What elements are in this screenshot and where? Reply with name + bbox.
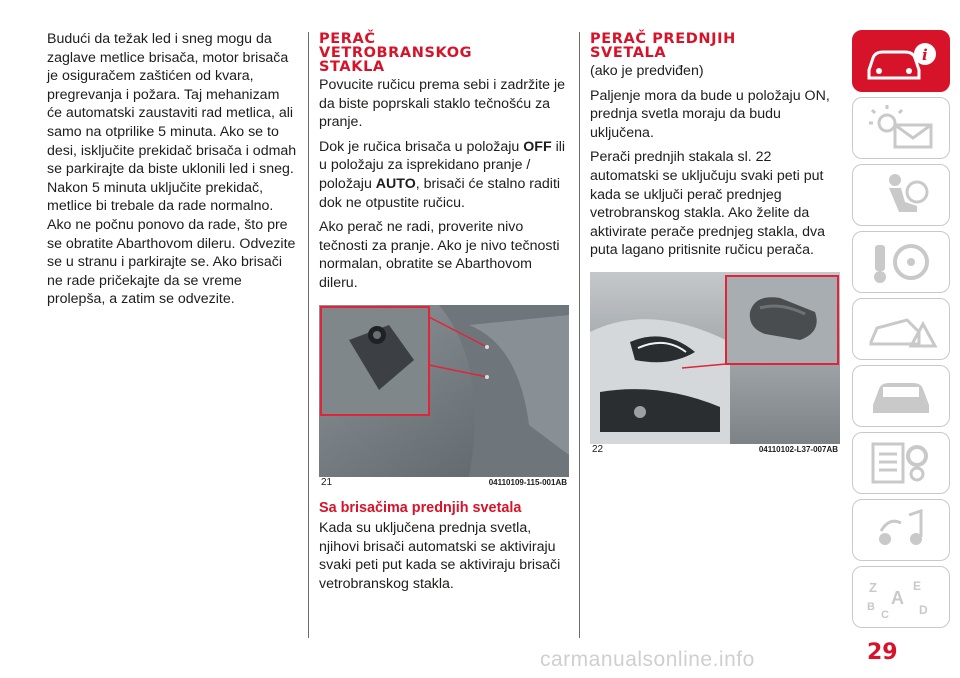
svg-text:i: i <box>922 46 928 64</box>
figure-code: 04110102-L37-007AB <box>758 445 838 455</box>
page-number: 29 <box>867 640 898 665</box>
column-divider <box>308 32 309 638</box>
paragraph: Ako perač ne radi, proverite nivo tečnosti za pranje. Ako je nivo tečnosti normalan, obratite se Abarthovom dileru. <box>319 219 560 291</box>
warning-lights-icon <box>861 105 941 151</box>
subheading-headlight-wipers: Sa brisačima prednjih svetala <box>319 499 522 516</box>
section-heading-headlight-washer <box>590 32 840 60</box>
column-middle <box>319 30 569 600</box>
svg-text:E: E <box>913 579 922 593</box>
section-heading-windshield-washer <box>319 32 569 74</box>
headlight-washer-photo <box>590 272 840 462</box>
paragraph: Perači prednjih stakala sl. 22 automatski se uključuju svaki peti put kada se uključi perač prednjeg vetrobranskog stakla. Ako želite da aktivirate perače prednjeg stakla, dva puta lagano pritisnite ručicu perača. <box>590 149 826 259</box>
paragraph: Povucite ručicu prema sebi i zadržite je da biste poprskali staklo tečnošću za pranje. <box>319 77 566 131</box>
heading-line: PERAČ <box>319 31 376 47</box>
paragraph: Kada su uključena prednja svetla, njihovi brisači automatski se aktiviraju svaki peti put kada se aktiviraju brisači vetrobranskog stakla. <box>319 520 561 592</box>
heading-line: PERAČ PREDNJIH <box>590 31 736 47</box>
figure-code: 04110109-115-001AB <box>488 477 567 487</box>
chapter-tabs <box>852 30 952 633</box>
keyword-auto: AUTO <box>375 175 416 192</box>
paragraph: Paljenje mora da bude u položaju ON, prednja svetla moraju da budu uključena. <box>590 87 830 141</box>
key-steering-wheel-icon <box>861 239 941 285</box>
svg-text:A: A <box>891 588 904 608</box>
heading-line: VETROBRANSKOG <box>319 45 473 61</box>
figure-number: 21 <box>321 476 333 488</box>
tab-technical-data[interactable] <box>852 432 950 494</box>
multimedia-icon <box>861 507 941 553</box>
watermark: carmanualsonline.info <box>540 648 755 671</box>
column-left <box>47 30 297 315</box>
car-service-icon <box>861 373 941 419</box>
figure-22-headlight-washer <box>590 272 840 462</box>
heading-line: SVETALA <box>590 45 667 61</box>
column-divider <box>579 32 580 638</box>
svg-text:Z: Z <box>869 580 877 595</box>
svg-text:C: C <box>881 609 889 620</box>
svg-text:B: B <box>867 601 875 613</box>
column-right <box>590 30 840 466</box>
paragraph <box>319 138 569 212</box>
text-run: , brisači će stalno raditi dok ne otpustite ručicu. <box>319 175 561 211</box>
car-breakdown-icon <box>861 306 941 352</box>
tab-multimedia[interactable] <box>852 499 950 561</box>
tab-car-info[interactable] <box>852 30 950 92</box>
heading-line: STAKLA <box>319 59 385 75</box>
car-info-icon <box>861 38 941 84</box>
figure-number: 22 <box>592 444 604 456</box>
tab-in-emergency[interactable] <box>852 298 950 360</box>
svg-text:D: D <box>919 603 928 617</box>
tab-starting-driving[interactable] <box>852 231 950 293</box>
tab-safety[interactable] <box>852 164 950 226</box>
tab-warning-lights[interactable] <box>852 97 950 159</box>
tab-index[interactable] <box>852 566 950 628</box>
text-run: ili u položaju za isprekidano pranje / položaju <box>319 138 566 192</box>
figure-21-washer-nozzle <box>319 305 569 495</box>
note-optional: (ako je predviđen) <box>590 63 704 79</box>
alphabetical-index-icon <box>861 574 941 620</box>
text-run: Dok je ručica brisača u položaju <box>319 138 524 155</box>
tab-servicing[interactable] <box>852 365 950 427</box>
keyword-off: OFF <box>523 138 552 155</box>
washer-nozzle-photo <box>319 305 569 495</box>
tech-data-icon <box>861 440 941 486</box>
airbag-seat-icon <box>861 172 941 218</box>
paragraph-wiper-protection: Budući da težak led i sneg mogu da zaglave metlice brisača, motor brisača je osiguračem zaštićen od kvara, pregrevanja i požara. Taj mehanizam će automatski zaustaviti rad metlica, ali samo na otprilike 5 minuta. Ako se to desi, isključite prekidač brisača i odmah se parkirajte da biste uklonili led i sneg. Nakon 5 minuta uključite prekidač, metlice bi trebale da rade normalno. Ako ne počnu ponovo da rade, što pre se obratite Abarthovom dileru. Odvezite se u stranu i parkirajte se. Ako brisači ne rade pričekajte da se vreme prolepša, a zatim se odvezite. <box>47 31 297 308</box>
